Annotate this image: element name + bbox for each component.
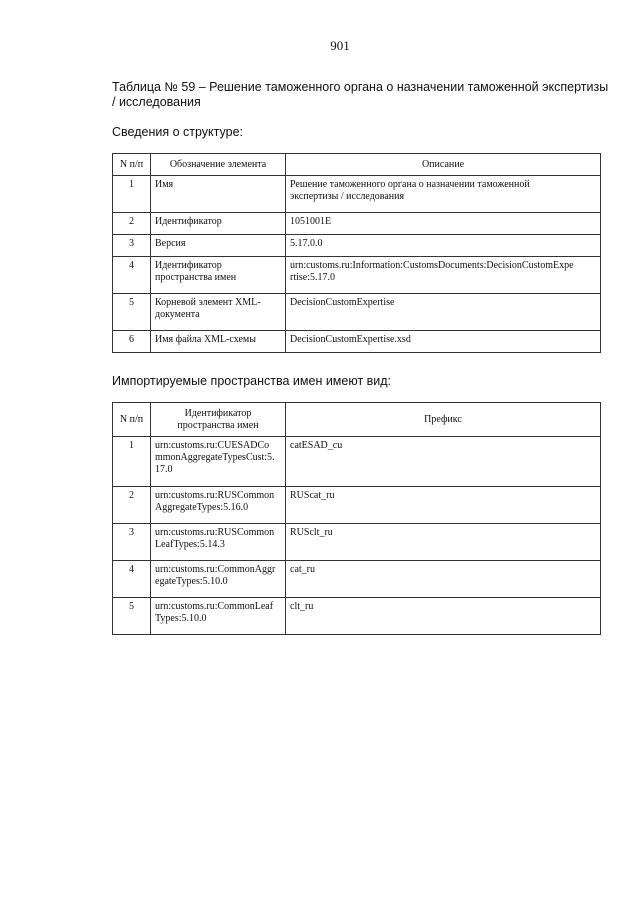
table-header-row [113,154,601,176]
row-number: 2 [113,213,151,235]
row-number: 5 [113,598,151,635]
namespaces-table [112,402,601,635]
table-row [113,524,601,561]
table-row [113,561,601,598]
table-row [113,235,601,257]
element-name: Идентификатор [151,213,286,235]
element-description: DecisionCustomExpertise.xsd [286,331,601,353]
element-name: Корневой элемент XML- документа [151,294,286,331]
page-number: 901 [330,38,350,53]
table-row [113,598,601,635]
structure-table [112,153,601,353]
table-row [113,176,601,213]
namespace-id: urn:customs.ru:RUSCommon LeafTypes:5.14.3 [151,524,286,561]
row-number: 4 [113,257,151,294]
row-number: 5 [113,294,151,331]
row-number: 4 [113,561,151,598]
namespace-prefix: cat_ru [286,561,601,598]
element-description: urn:customs.ru:Information:CustomsDocuments:DecisionCustomExpe rtise:5.17.0 [286,257,601,294]
namespace-prefix: clt_ru [286,598,601,635]
namespaces-heading: Импортируемые пространства имен имеют вид: [112,374,392,388]
element-description: 5.17.0.0 [286,235,601,257]
row-number: 3 [113,524,151,561]
table-row [113,257,601,294]
table-row [113,331,601,353]
element-name: Имя файла XML-схемы [151,331,286,353]
column-header: N п/п [113,154,151,176]
element-description: DecisionCustomExpertise [286,294,601,331]
element-description: Решение таможенного органа о назначении таможенной экспертизы / исследования [286,176,601,213]
column-header: Идентификатор пространства имен [151,403,286,437]
column-header: Описание [286,154,601,176]
namespace-id: urn:customs.ru:CommonLeaf Types:5.10.0 [151,598,286,635]
table-row [113,487,601,524]
row-number: 3 [113,235,151,257]
row-number: 2 [113,487,151,524]
row-number: 6 [113,331,151,353]
namespace-id: urn:customs.ru:CommonAggr egateTypes:5.10.0 [151,561,286,598]
row-number: 1 [113,176,151,213]
namespace-id: urn:customs.ru:CUESADCo mmonAggregateTypesCust:5. 17.0 [151,437,286,487]
row-number: 1 [113,437,151,487]
element-name: Версия [151,235,286,257]
structure-heading: Сведения о структуре: [112,125,243,139]
element-name: Имя [151,176,286,213]
column-header: N п/п [113,403,151,437]
table-header-row [113,403,601,437]
namespace-prefix: RUSclt_ru [286,524,601,561]
namespace-prefix: RUScat_ru [286,487,601,524]
column-header: Префикс [286,403,601,437]
table-row [113,213,601,235]
element-description: 1051001E [286,213,601,235]
table-title: Таблица № 59 – Решение таможенного органа о назначении таможенной экспертизы / исследования [112,80,609,109]
column-header: Обозначение элемента [151,154,286,176]
namespace-prefix: catESAD_cu [286,437,601,487]
table-row [113,294,601,331]
table-row [113,437,601,487]
namespace-id: urn:customs.ru:RUSCommon AggregateTypes:5.16.0 [151,487,286,524]
element-name: Идентификатор пространства имен [151,257,286,294]
